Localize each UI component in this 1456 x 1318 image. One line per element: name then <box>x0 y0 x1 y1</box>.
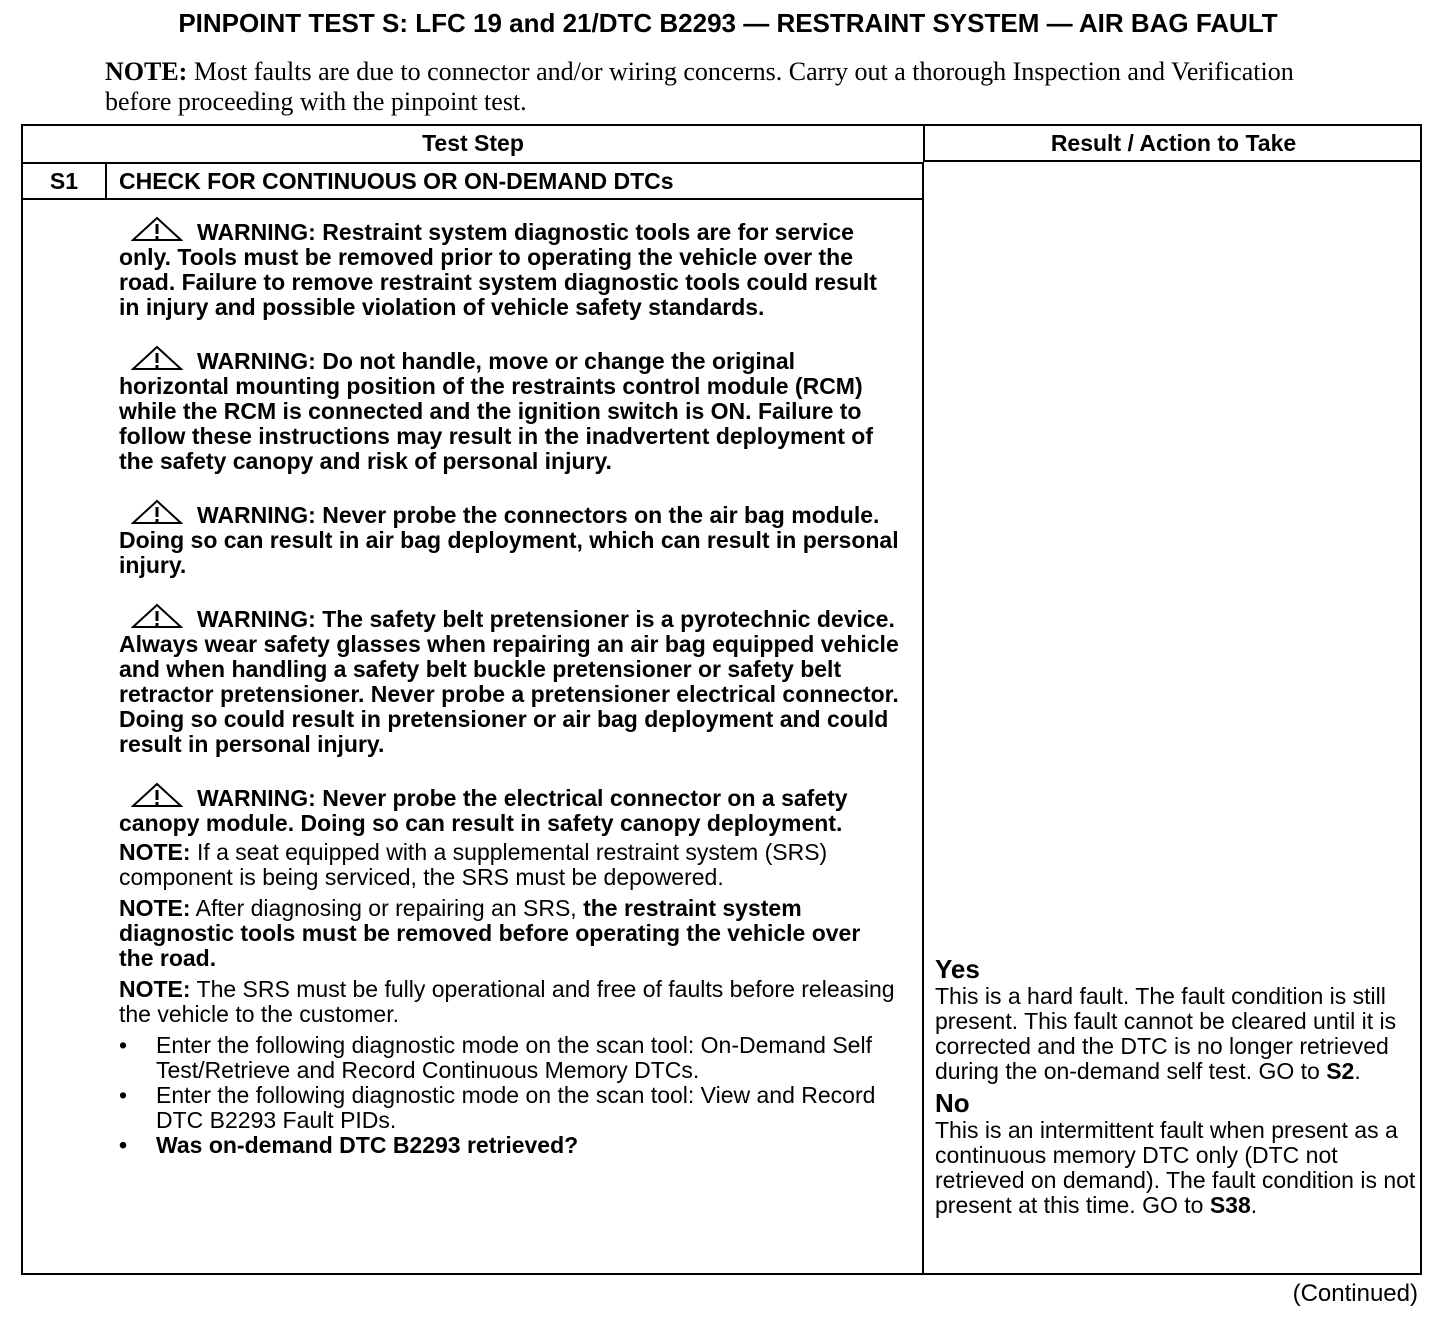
result-end: . <box>1354 1058 1361 1084</box>
warning-block <box>119 782 901 836</box>
step-id: S1 <box>23 164 107 198</box>
warning-text: WARNING: Restraint system diagnostic tools are for service only. Tools must be removed prior to operating the vehicle over the road. Failure to remove restraint system diagnostic tools could result in injury and possible violation of vehicle safety standards. <box>119 219 877 320</box>
warning-text: WARNING: Never probe the connectors on the air bag module. Doing so can result in air bag deployment, which can result in personal injury. <box>119 502 899 578</box>
result-text: This is a hard fault. The fault condition is still present. This fault cannot be cleared until it is corrected and the DTC is no longer retrieved during the on-demand self test. GO to <box>935 983 1397 1084</box>
step-title: CHECK FOR CONTINUOUS OR ON-DEMAND DTCs <box>119 168 674 194</box>
top-note-text: Most faults are due to connector and/or wiring concerns. Carry out a thorough Inspection and Verification before proceeding with the pinpoint test. <box>105 57 1294 116</box>
continued-label: (Continued) <box>1292 1280 1418 1307</box>
list-item <box>119 1033 901 1083</box>
note-text: If a seat equipped with a supplemental restraint system (SRS) component is being serviced, the SRS must be depowered. <box>119 839 828 890</box>
warning-text: WARNING: The safety belt pretensioner is a pyrotechnic device. Always wear safety glasses when repairing an air bag equipped vehicle and when handling a safety belt buckle pretensioner or safety belt retractor pretensioner. Never probe a pretensioner electrical connector. Doing so could result in pretensioner or air bag deployment and could result in personal injury. <box>119 606 899 757</box>
result-no-text <box>935 1118 1421 1218</box>
list-item <box>119 1083 901 1133</box>
note-text: After diagnosing or repairing an SRS, <box>190 895 584 921</box>
column-divider <box>922 162 924 1275</box>
bullet: • <box>119 1132 128 1158</box>
result-actions <box>935 954 1421 1222</box>
goto-step-link[interactable]: S2 <box>1326 1058 1355 1084</box>
header-result-action: Result / Action to Take <box>923 126 1422 162</box>
warning-block <box>119 603 901 757</box>
list-item-text: Enter the following diagnostic mode on the scan tool: View and Record DTC B2293 Fault PIDs. <box>156 1082 876 1133</box>
note-block <box>119 896 901 971</box>
warning-block <box>119 499 901 578</box>
bullet: • <box>119 1032 128 1058</box>
result-no-heading: No <box>935 1088 970 1118</box>
page-title: PINPOINT TEST S: LFC 19 and 21/DTC B2293 — RESTRAINT SYSTEM — AIR BAG FAULT <box>178 8 1278 38</box>
note-block <box>119 977 901 1027</box>
warning-block <box>119 345 901 474</box>
warning-block <box>119 216 901 320</box>
list-item-text: Enter the following diagnostic mode on the scan tool: On-Demand Self Test/Retrieve and Record Continuous Memory DTCs. <box>156 1032 872 1083</box>
procedure-list <box>119 1033 901 1158</box>
warning-triangle-icon <box>131 345 183 371</box>
header-test-step: Test Step <box>23 126 923 164</box>
warning-text: WARNING: Never probe the electrical connector on a safety canopy module. Doing so can result in safety canopy deployment. <box>119 785 848 836</box>
warning-triangle-icon <box>131 603 183 629</box>
result-text: This is an intermittent fault when present as a continuous memory DTC only (DTC not retrieved on demand). The fault condition is not present at this time. GO to <box>935 1117 1416 1218</box>
pinpoint-test-table <box>21 124 1422 1275</box>
test-step-content <box>119 216 901 1158</box>
result-yes-heading: Yes <box>935 954 980 984</box>
list-item-text: Was on-demand DTC B2293 retrieved? <box>156 1132 579 1158</box>
warning-text: WARNING: Do not handle, move or change the original horizontal mounting position of the restraints control module (RCM) while the RCM is connected and the ignition switch is ON. Failure to follow these instructions may result in the inadvertent deployment of the safety canopy and risk of personal injury. <box>119 348 874 474</box>
result-yes-text <box>935 984 1421 1084</box>
note-text: The SRS must be fully operational and free of faults before releasing the vehicle to the customer. <box>119 976 895 1027</box>
bullet: • <box>119 1082 128 1108</box>
note-bold-text: the restraint system diagnostic tools must be removed before operating the vehicle over the road. <box>119 895 861 971</box>
note-block <box>119 840 901 890</box>
list-item <box>119 1133 901 1158</box>
note-label: NOTE: <box>119 976 191 1002</box>
warning-triangle-icon <box>131 782 183 808</box>
result-end: . <box>1250 1192 1258 1218</box>
warning-triangle-icon <box>131 216 183 242</box>
warning-triangle-icon <box>131 499 183 525</box>
step-divider <box>23 198 922 200</box>
note-label: NOTE: <box>119 895 191 921</box>
goto-step-link[interactable]: S38 <box>1209 1192 1251 1218</box>
top-note <box>105 57 1305 117</box>
top-note-label: NOTE: <box>105 57 188 86</box>
note-label: NOTE: <box>119 839 191 865</box>
